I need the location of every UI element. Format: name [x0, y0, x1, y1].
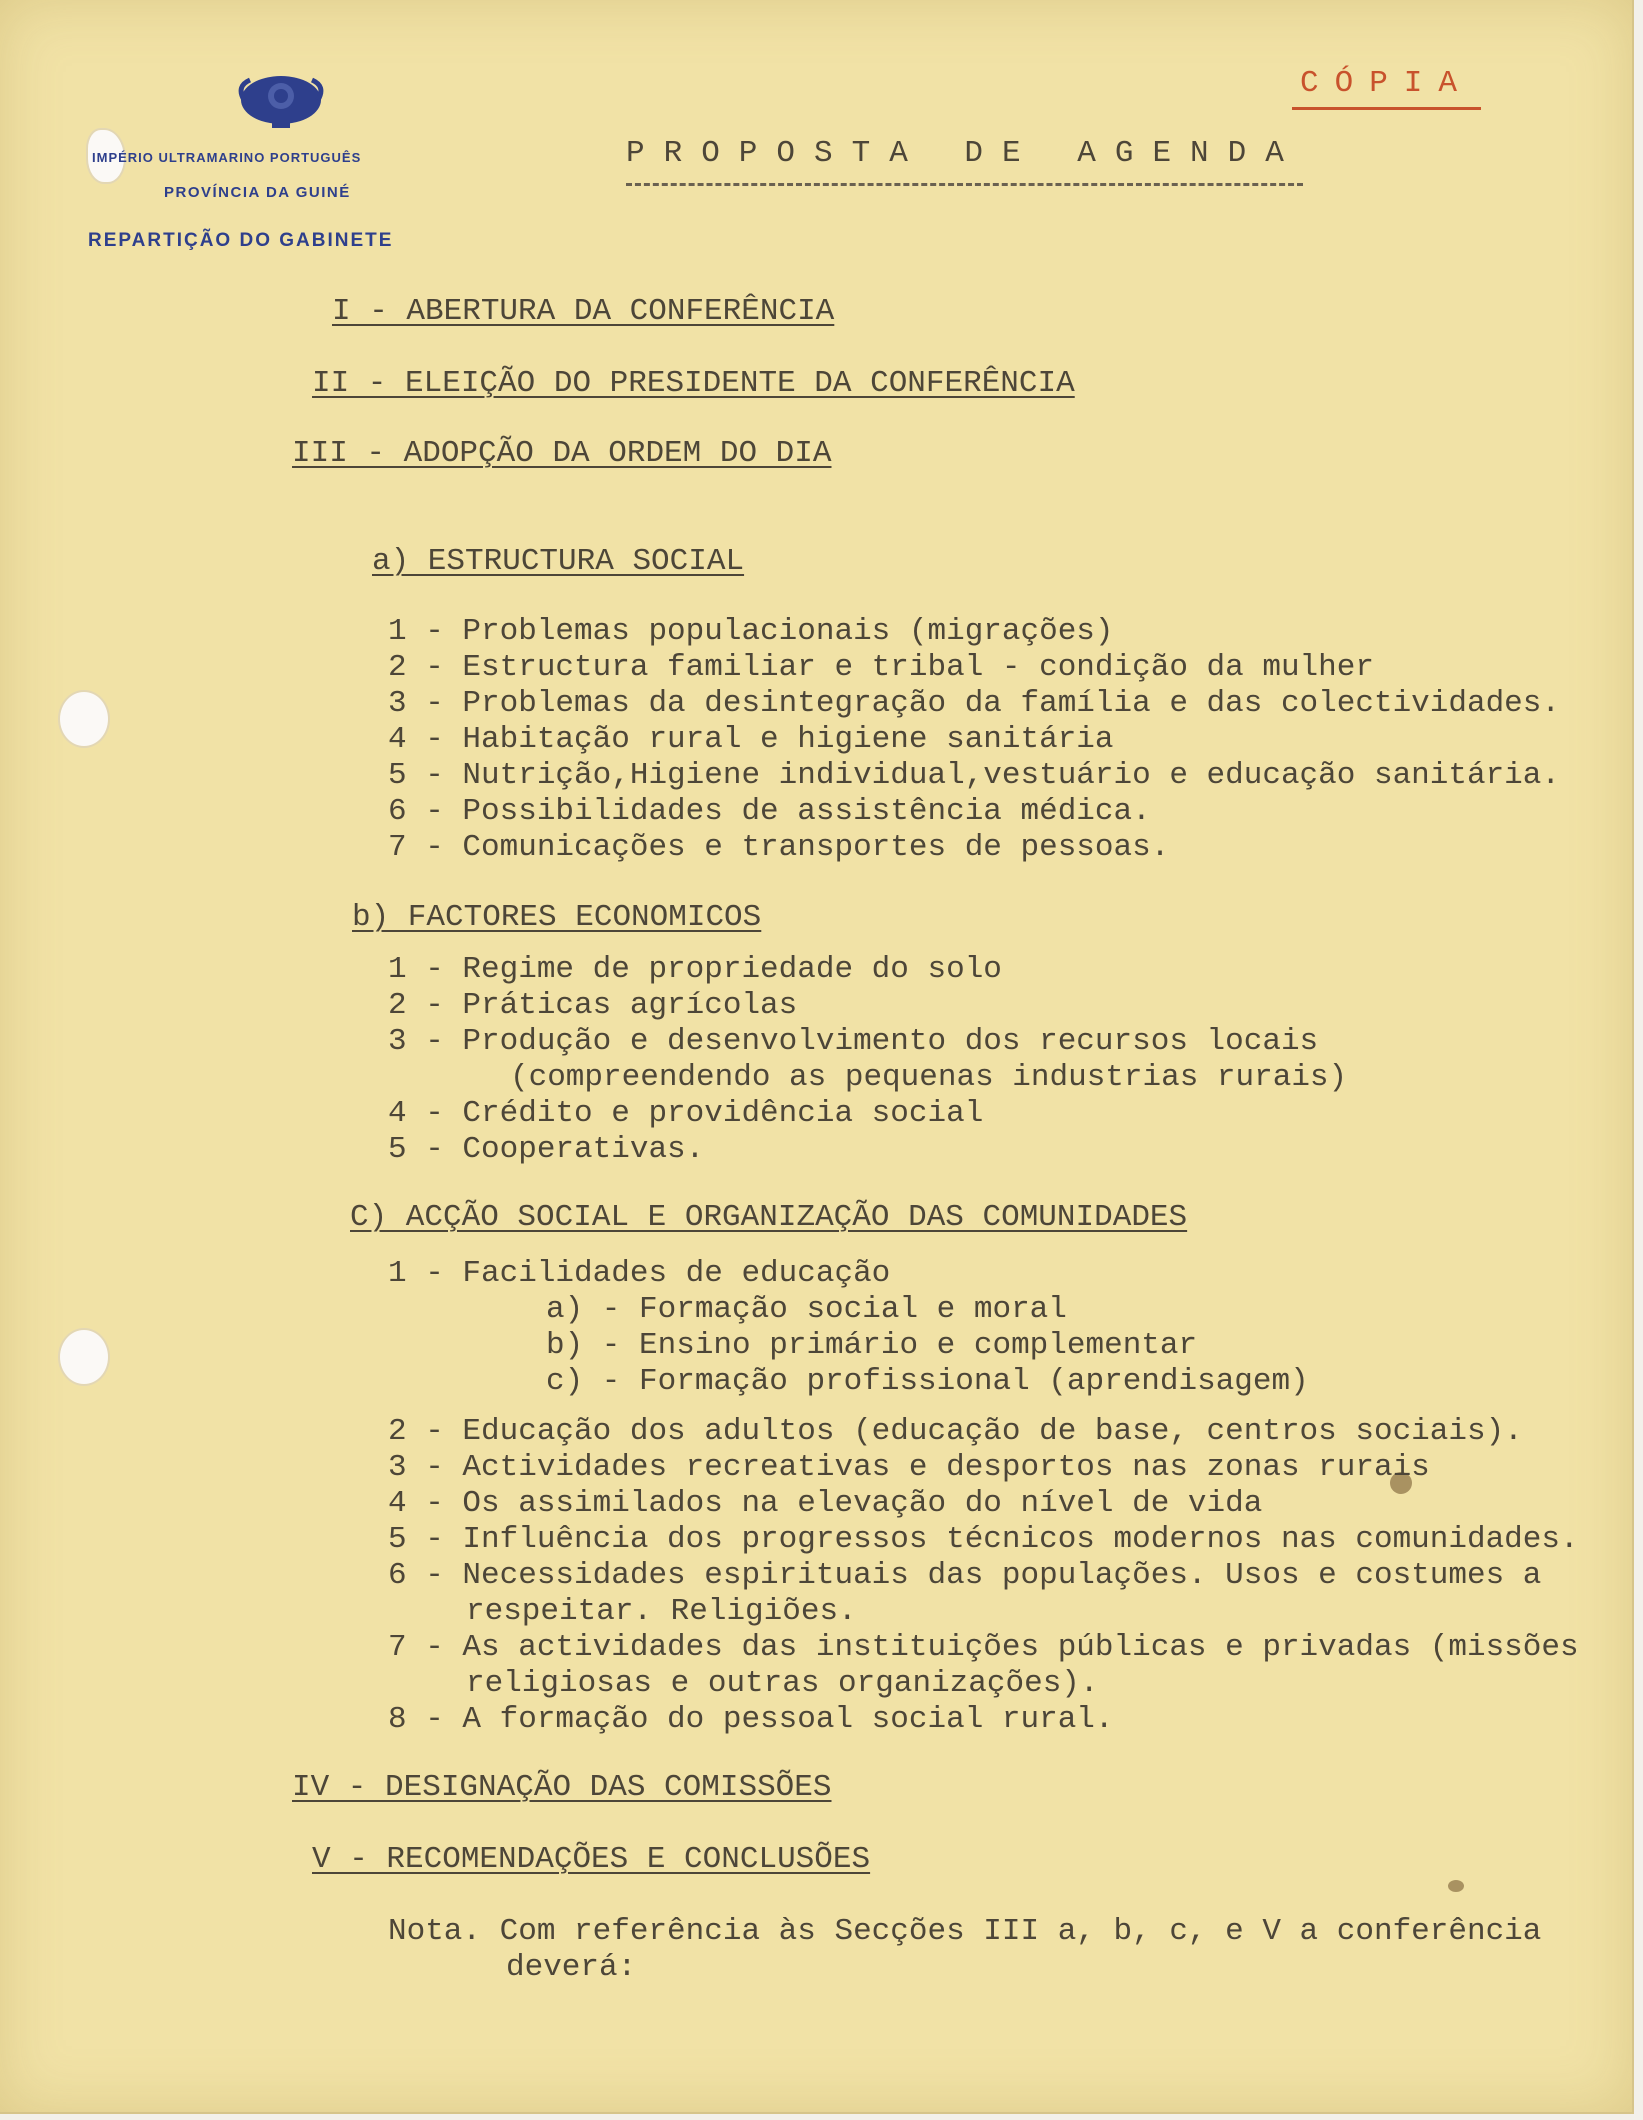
list-item: 6 - Possibilidades de assistência médica.: [388, 794, 1151, 829]
list-item: 2 - Práticas agrícolas: [388, 988, 798, 1023]
list-item-continuation: religiosas e outras organizações).: [466, 1666, 1099, 1701]
list-item: 7 - Comunicações e transportes de pessoas.: [388, 830, 1170, 865]
list-item: 2 - Educação dos adultos (educação de base, centros sociais).: [388, 1414, 1523, 1449]
note-text-continuation: deverá:: [506, 1950, 637, 1985]
list-item: 2 - Estructura familiar e tribal - condição da mulher: [388, 650, 1374, 685]
list-item: 8 - A formação do pessoal social rural.: [388, 1702, 1114, 1737]
subsection-heading-c: C) ACÇÃO SOCIAL E ORGANIZAÇÃO DAS COMUNIDADES: [350, 1200, 1188, 1235]
copy-stamp: CÓPIA: [1292, 66, 1481, 110]
list-item: 7 - As actividades das instituições públicas e privadas (missões: [388, 1630, 1579, 1665]
sub-list-item: a) - Formação social e moral: [546, 1292, 1067, 1327]
note-text: Nota. Com referência às Secções III a, b, c, e V a conferência: [388, 1914, 1542, 1949]
list-item: 6 - Necessidades espirituais das populações. Usos e costumes a: [388, 1558, 1542, 1593]
list-item: 1 - Regime de propriedade do solo: [388, 952, 1002, 987]
list-item: 5 - Influência dos progressos técnicos modernos nas comunidades.: [388, 1522, 1579, 1557]
list-item: 4 - Habitação rural e higiene sanitária: [388, 722, 1114, 757]
punch-hole: [58, 690, 110, 748]
list-item: 3 - Actividades recreativas e desportos nas zonas rurais: [388, 1450, 1430, 1485]
list-item: 3 - Produção e desenvolvimento dos recursos locais: [388, 1024, 1319, 1059]
subsection-heading-a: a) ESTRUCTURA SOCIAL: [372, 544, 745, 579]
section-heading-v: V - RECOMENDAÇÕES E CONCLUSÕES: [312, 1842, 871, 1877]
list-item: 1 - Problemas populacionais (migrações): [388, 614, 1114, 649]
list-item-continuation: respeitar. Religiões.: [466, 1594, 857, 1629]
list-item: 1 - Facilidades de educação: [388, 1256, 891, 1291]
list-item: 5 - Nutrição,Higiene individual,vestuário e educação sanitária.: [388, 758, 1560, 793]
letterhead-province: PROVÍNCIA DA GUINÉ: [164, 184, 351, 201]
letterhead-department: REPARTIÇÃO DO GABINETE: [88, 230, 394, 251]
punch-hole: [58, 1328, 110, 1386]
letterhead-empire: IMPÉRIO ULTRAMARINO PORTUGUÊS: [92, 150, 362, 165]
sub-list-item: b) - Ensino primário e complementar: [546, 1328, 1198, 1363]
section-heading-i: I - ABERTURA DA CONFERÊNCIA: [332, 294, 835, 329]
ink-stain: [1448, 1880, 1464, 1892]
list-item-continuation: (compreendendo as pequenas industrias rurais): [510, 1060, 1348, 1095]
coat-of-arms-icon: [236, 66, 326, 132]
list-item: 4 - Crédito e providência social: [388, 1096, 984, 1131]
section-heading-iv: IV - DESIGNAÇÃO DAS COMISSÕES: [292, 1770, 832, 1805]
list-item: 3 - Problemas da desintegração da família e das colectividades.: [388, 686, 1560, 721]
subsection-heading-b: b) FACTORES ECONOMICOS: [352, 900, 762, 935]
section-heading-ii: II - ELEIÇÃO DO PRESIDENTE DA CONFERÊNCIA: [312, 366, 1075, 401]
sub-list-item: c) - Formação profissional (aprendisagem): [546, 1364, 1309, 1399]
list-item: 5 - Cooperativas.: [388, 1132, 705, 1167]
page-title: PROPOSTA DE AGENDA: [626, 136, 1303, 186]
list-item: 4 - Os assimilados na elevação do nível de vida: [388, 1486, 1263, 1521]
section-heading-iii: III - ADOPÇÃO DA ORDEM DO DIA: [292, 436, 832, 471]
